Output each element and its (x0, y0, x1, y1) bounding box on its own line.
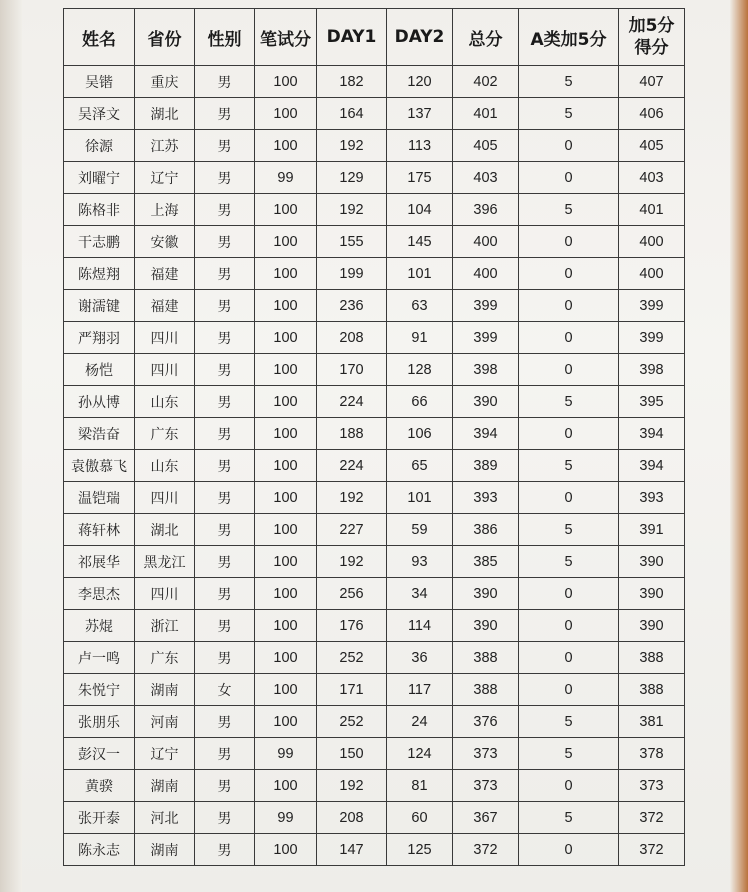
cell-total: 394 (453, 418, 519, 450)
cell-written-score: 100 (255, 450, 317, 482)
cell-gender: 男 (195, 482, 255, 514)
cell-final-score: 403 (619, 162, 685, 194)
paper-shadow-left (0, 0, 22, 892)
cell-final-score: 407 (619, 66, 685, 98)
cell-name: 朱悦宁 (64, 674, 135, 706)
cell-written-score: 100 (255, 610, 317, 642)
cell-name: 陈煜翔 (64, 258, 135, 290)
cell-written-score: 100 (255, 386, 317, 418)
cell-province: 河南 (135, 706, 195, 738)
cell-day1: 252 (317, 642, 387, 674)
cell-written-score: 100 (255, 834, 317, 866)
cell-province: 黑龙江 (135, 546, 195, 578)
cell-day2: 59 (387, 514, 453, 546)
cell-final-score: 394 (619, 450, 685, 482)
cell-name: 徐源 (64, 130, 135, 162)
cell-total: 373 (453, 770, 519, 802)
cell-province: 广东 (135, 642, 195, 674)
cell-day2: 113 (387, 130, 453, 162)
cell-day1: 164 (317, 98, 387, 130)
cell-province: 重庆 (135, 66, 195, 98)
table-row (64, 578, 685, 610)
cell-name: 袁傲慕飞 (64, 450, 135, 482)
cell-gender: 男 (195, 610, 255, 642)
table-row (64, 610, 685, 642)
table-row (64, 738, 685, 770)
cell-day2: 81 (387, 770, 453, 802)
cell-final-score: 388 (619, 642, 685, 674)
cell-gender: 女 (195, 674, 255, 706)
cell-name: 张开泰 (64, 802, 135, 834)
cell-gender: 男 (195, 514, 255, 546)
cell-day2: 63 (387, 290, 453, 322)
header-total: 总分 (453, 9, 519, 66)
cell-province: 四川 (135, 354, 195, 386)
cell-bonus: 0 (519, 226, 619, 258)
cell-day2: 34 (387, 578, 453, 610)
cell-bonus: 5 (519, 450, 619, 482)
cell-written-score: 100 (255, 226, 317, 258)
cell-province: 山东 (135, 450, 195, 482)
table-row (64, 322, 685, 354)
cell-bonus: 0 (519, 642, 619, 674)
cell-written-score: 100 (255, 706, 317, 738)
cell-day1: 192 (317, 482, 387, 514)
cell-day2: 145 (387, 226, 453, 258)
cell-name: 干志鹏 (64, 226, 135, 258)
cell-final-score: 406 (619, 98, 685, 130)
cell-day1: 224 (317, 450, 387, 482)
header-final-score (619, 9, 685, 66)
cell-written-score: 100 (255, 322, 317, 354)
cell-day1: 252 (317, 706, 387, 738)
cell-name: 温铠瑞 (64, 482, 135, 514)
header-final-score-line: 得分 (634, 38, 669, 58)
cell-bonus: 5 (519, 802, 619, 834)
cell-name: 谢濡键 (64, 290, 135, 322)
table-row (64, 546, 685, 578)
cell-province: 四川 (135, 578, 195, 610)
cell-name: 吴泽文 (64, 98, 135, 130)
cell-day1: 192 (317, 546, 387, 578)
table-row (64, 802, 685, 834)
table-row (64, 674, 685, 706)
cell-bonus: 0 (519, 322, 619, 354)
cell-gender: 男 (195, 322, 255, 354)
cell-total: 399 (453, 322, 519, 354)
cell-day2: 175 (387, 162, 453, 194)
cell-gender: 男 (195, 290, 255, 322)
cell-name: 苏焜 (64, 610, 135, 642)
cell-bonus: 0 (519, 418, 619, 450)
cell-total: 398 (453, 354, 519, 386)
cell-final-score: 393 (619, 482, 685, 514)
cell-gender: 男 (195, 66, 255, 98)
cell-written-score: 100 (255, 770, 317, 802)
table-row (64, 418, 685, 450)
cell-day2: 36 (387, 642, 453, 674)
header-province: 省份 (135, 9, 195, 66)
table-row (64, 130, 685, 162)
cell-name: 吴锴 (64, 66, 135, 98)
cell-day1: 182 (317, 66, 387, 98)
cell-bonus: 0 (519, 610, 619, 642)
cell-bonus: 5 (519, 546, 619, 578)
cell-final-score: 399 (619, 290, 685, 322)
cell-name: 陈永志 (64, 834, 135, 866)
header-bonus: A类加5分 (519, 9, 619, 66)
cell-name: 李思杰 (64, 578, 135, 610)
cell-day1: 176 (317, 610, 387, 642)
cell-gender: 男 (195, 642, 255, 674)
cell-bonus: 0 (519, 482, 619, 514)
cell-day2: 117 (387, 674, 453, 706)
cell-total: 376 (453, 706, 519, 738)
cell-province: 浙江 (135, 610, 195, 642)
cell-final-score: 391 (619, 514, 685, 546)
cell-province: 福建 (135, 290, 195, 322)
cell-total: 386 (453, 514, 519, 546)
cell-bonus: 0 (519, 578, 619, 610)
cell-bonus: 5 (519, 514, 619, 546)
cell-total: 390 (453, 578, 519, 610)
table-row (64, 258, 685, 290)
cell-name: 张朋乐 (64, 706, 135, 738)
table-row (64, 834, 685, 866)
cell-day2: 24 (387, 706, 453, 738)
cell-total: 405 (453, 130, 519, 162)
cell-name: 陈格非 (64, 194, 135, 226)
table-row (64, 226, 685, 258)
cell-bonus: 5 (519, 386, 619, 418)
cell-written-score: 100 (255, 642, 317, 674)
cell-day2: 114 (387, 610, 453, 642)
cell-gender: 男 (195, 418, 255, 450)
cell-name: 卢一鸣 (64, 642, 135, 674)
cell-gender: 男 (195, 130, 255, 162)
cell-province: 广东 (135, 418, 195, 450)
cell-written-score: 100 (255, 290, 317, 322)
cell-day2: 101 (387, 482, 453, 514)
cell-total: 385 (453, 546, 519, 578)
table-row (64, 66, 685, 98)
header-final-score-line: 加5分 (628, 16, 675, 36)
cell-day2: 137 (387, 98, 453, 130)
cell-day2: 124 (387, 738, 453, 770)
cell-written-score: 100 (255, 194, 317, 226)
cell-day1: 147 (317, 834, 387, 866)
cell-province: 四川 (135, 322, 195, 354)
cell-bonus: 0 (519, 258, 619, 290)
cell-day2: 125 (387, 834, 453, 866)
header-gender: 性别 (195, 9, 255, 66)
cell-province: 辽宁 (135, 162, 195, 194)
table-row (64, 482, 685, 514)
cell-written-score: 99 (255, 802, 317, 834)
cell-written-score: 100 (255, 354, 317, 386)
cell-day1: 208 (317, 802, 387, 834)
cell-final-score: 399 (619, 322, 685, 354)
cell-day2: 120 (387, 66, 453, 98)
cell-day2: 66 (387, 386, 453, 418)
cell-bonus: 5 (519, 706, 619, 738)
cell-final-score: 400 (619, 226, 685, 258)
cell-total: 393 (453, 482, 519, 514)
cell-day1: 129 (317, 162, 387, 194)
cell-bonus: 5 (519, 738, 619, 770)
table-row (64, 514, 685, 546)
cell-total: 396 (453, 194, 519, 226)
cell-name: 蒋轩林 (64, 514, 135, 546)
cell-name: 杨恺 (64, 354, 135, 386)
cell-province: 湖南 (135, 834, 195, 866)
cell-total: 400 (453, 258, 519, 290)
header-day2: DAY2 (387, 9, 453, 66)
cell-day1: 227 (317, 514, 387, 546)
table-row (64, 194, 685, 226)
cell-name: 孙从博 (64, 386, 135, 418)
header-written-score: 笔试分 (255, 9, 317, 66)
cell-final-score: 401 (619, 194, 685, 226)
cell-day1: 188 (317, 418, 387, 450)
cell-total: 389 (453, 450, 519, 482)
cell-total: 401 (453, 98, 519, 130)
cell-final-score: 395 (619, 386, 685, 418)
cell-gender: 男 (195, 546, 255, 578)
cell-day1: 236 (317, 290, 387, 322)
cell-day1: 155 (317, 226, 387, 258)
cell-total: 403 (453, 162, 519, 194)
cell-written-score: 100 (255, 546, 317, 578)
table-row (64, 450, 685, 482)
cell-day1: 199 (317, 258, 387, 290)
cell-final-score: 381 (619, 706, 685, 738)
table-row (64, 642, 685, 674)
cell-total: 388 (453, 674, 519, 706)
cell-province: 江苏 (135, 130, 195, 162)
cell-day2: 65 (387, 450, 453, 482)
cell-final-score: 390 (619, 578, 685, 610)
cell-bonus: 0 (519, 162, 619, 194)
cell-gender: 男 (195, 770, 255, 802)
cell-day1: 208 (317, 322, 387, 354)
table-row (64, 706, 685, 738)
cell-day2: 91 (387, 322, 453, 354)
cell-name: 刘曜宁 (64, 162, 135, 194)
cell-final-score: 372 (619, 802, 685, 834)
cell-day1: 150 (317, 738, 387, 770)
cell-province: 福建 (135, 258, 195, 290)
cell-gender: 男 (195, 386, 255, 418)
cell-province: 湖北 (135, 514, 195, 546)
cell-final-score: 394 (619, 418, 685, 450)
cell-bonus: 5 (519, 194, 619, 226)
cell-total: 367 (453, 802, 519, 834)
cell-day2: 104 (387, 194, 453, 226)
cell-bonus: 0 (519, 130, 619, 162)
cell-province: 湖南 (135, 674, 195, 706)
header-row (64, 9, 685, 66)
cell-name: 彭汉一 (64, 738, 135, 770)
cell-gender: 男 (195, 706, 255, 738)
cell-final-score: 405 (619, 130, 685, 162)
cell-final-score: 388 (619, 674, 685, 706)
cell-written-score: 100 (255, 130, 317, 162)
cell-province: 山东 (135, 386, 195, 418)
cell-written-score: 99 (255, 738, 317, 770)
cell-gender: 男 (195, 194, 255, 226)
cell-written-score: 100 (255, 66, 317, 98)
cell-province: 湖北 (135, 98, 195, 130)
background-edge-right (730, 0, 748, 892)
cell-final-score: 398 (619, 354, 685, 386)
cell-bonus: 5 (519, 98, 619, 130)
cell-day1: 192 (317, 194, 387, 226)
cell-written-score: 100 (255, 98, 317, 130)
cell-gender: 男 (195, 738, 255, 770)
table-row (64, 770, 685, 802)
cell-day2: 106 (387, 418, 453, 450)
cell-day1: 256 (317, 578, 387, 610)
cell-gender: 男 (195, 354, 255, 386)
cell-day2: 93 (387, 546, 453, 578)
cell-bonus: 0 (519, 674, 619, 706)
header-day1: DAY1 (317, 9, 387, 66)
cell-final-score: 378 (619, 738, 685, 770)
header-name: 姓名 (64, 9, 135, 66)
cell-gender: 男 (195, 162, 255, 194)
cell-day2: 101 (387, 258, 453, 290)
table-row (64, 162, 685, 194)
cell-written-score: 100 (255, 418, 317, 450)
cell-final-score: 390 (619, 610, 685, 642)
cell-name: 严翔羽 (64, 322, 135, 354)
table-row (64, 354, 685, 386)
cell-day1: 192 (317, 130, 387, 162)
cell-total: 402 (453, 66, 519, 98)
cell-final-score: 400 (619, 258, 685, 290)
cell-name: 黄骙 (64, 770, 135, 802)
cell-written-score: 100 (255, 482, 317, 514)
cell-day1: 170 (317, 354, 387, 386)
cell-gender: 男 (195, 226, 255, 258)
cell-total: 390 (453, 610, 519, 642)
cell-bonus: 0 (519, 354, 619, 386)
cell-final-score: 373 (619, 770, 685, 802)
cell-written-score: 99 (255, 162, 317, 194)
cell-gender: 男 (195, 802, 255, 834)
cell-day1: 192 (317, 770, 387, 802)
cell-province: 辽宁 (135, 738, 195, 770)
cell-day1: 171 (317, 674, 387, 706)
cell-gender: 男 (195, 98, 255, 130)
cell-bonus: 0 (519, 770, 619, 802)
cell-gender: 男 (195, 258, 255, 290)
cell-province: 河北 (135, 802, 195, 834)
cell-gender: 男 (195, 450, 255, 482)
cell-day2: 128 (387, 354, 453, 386)
cell-total: 399 (453, 290, 519, 322)
cell-written-score: 100 (255, 578, 317, 610)
table-row (64, 290, 685, 322)
cell-total: 400 (453, 226, 519, 258)
cell-written-score: 100 (255, 674, 317, 706)
cell-province: 上海 (135, 194, 195, 226)
cell-written-score: 100 (255, 514, 317, 546)
cell-gender: 男 (195, 834, 255, 866)
cell-written-score: 100 (255, 258, 317, 290)
cell-total: 372 (453, 834, 519, 866)
cell-total: 390 (453, 386, 519, 418)
cell-bonus: 0 (519, 290, 619, 322)
cell-province: 湖南 (135, 770, 195, 802)
table-row (64, 386, 685, 418)
cell-total: 373 (453, 738, 519, 770)
cell-name: 祁展华 (64, 546, 135, 578)
cell-day1: 224 (317, 386, 387, 418)
cell-final-score: 372 (619, 834, 685, 866)
cell-day2: 60 (387, 802, 453, 834)
cell-bonus: 0 (519, 834, 619, 866)
cell-province: 安徽 (135, 226, 195, 258)
cell-gender: 男 (195, 578, 255, 610)
cell-name: 梁浩奋 (64, 418, 135, 450)
cell-total: 388 (453, 642, 519, 674)
cell-province: 四川 (135, 482, 195, 514)
table-row (64, 98, 685, 130)
cell-bonus: 5 (519, 66, 619, 98)
score-table (63, 8, 685, 866)
cell-final-score: 390 (619, 546, 685, 578)
